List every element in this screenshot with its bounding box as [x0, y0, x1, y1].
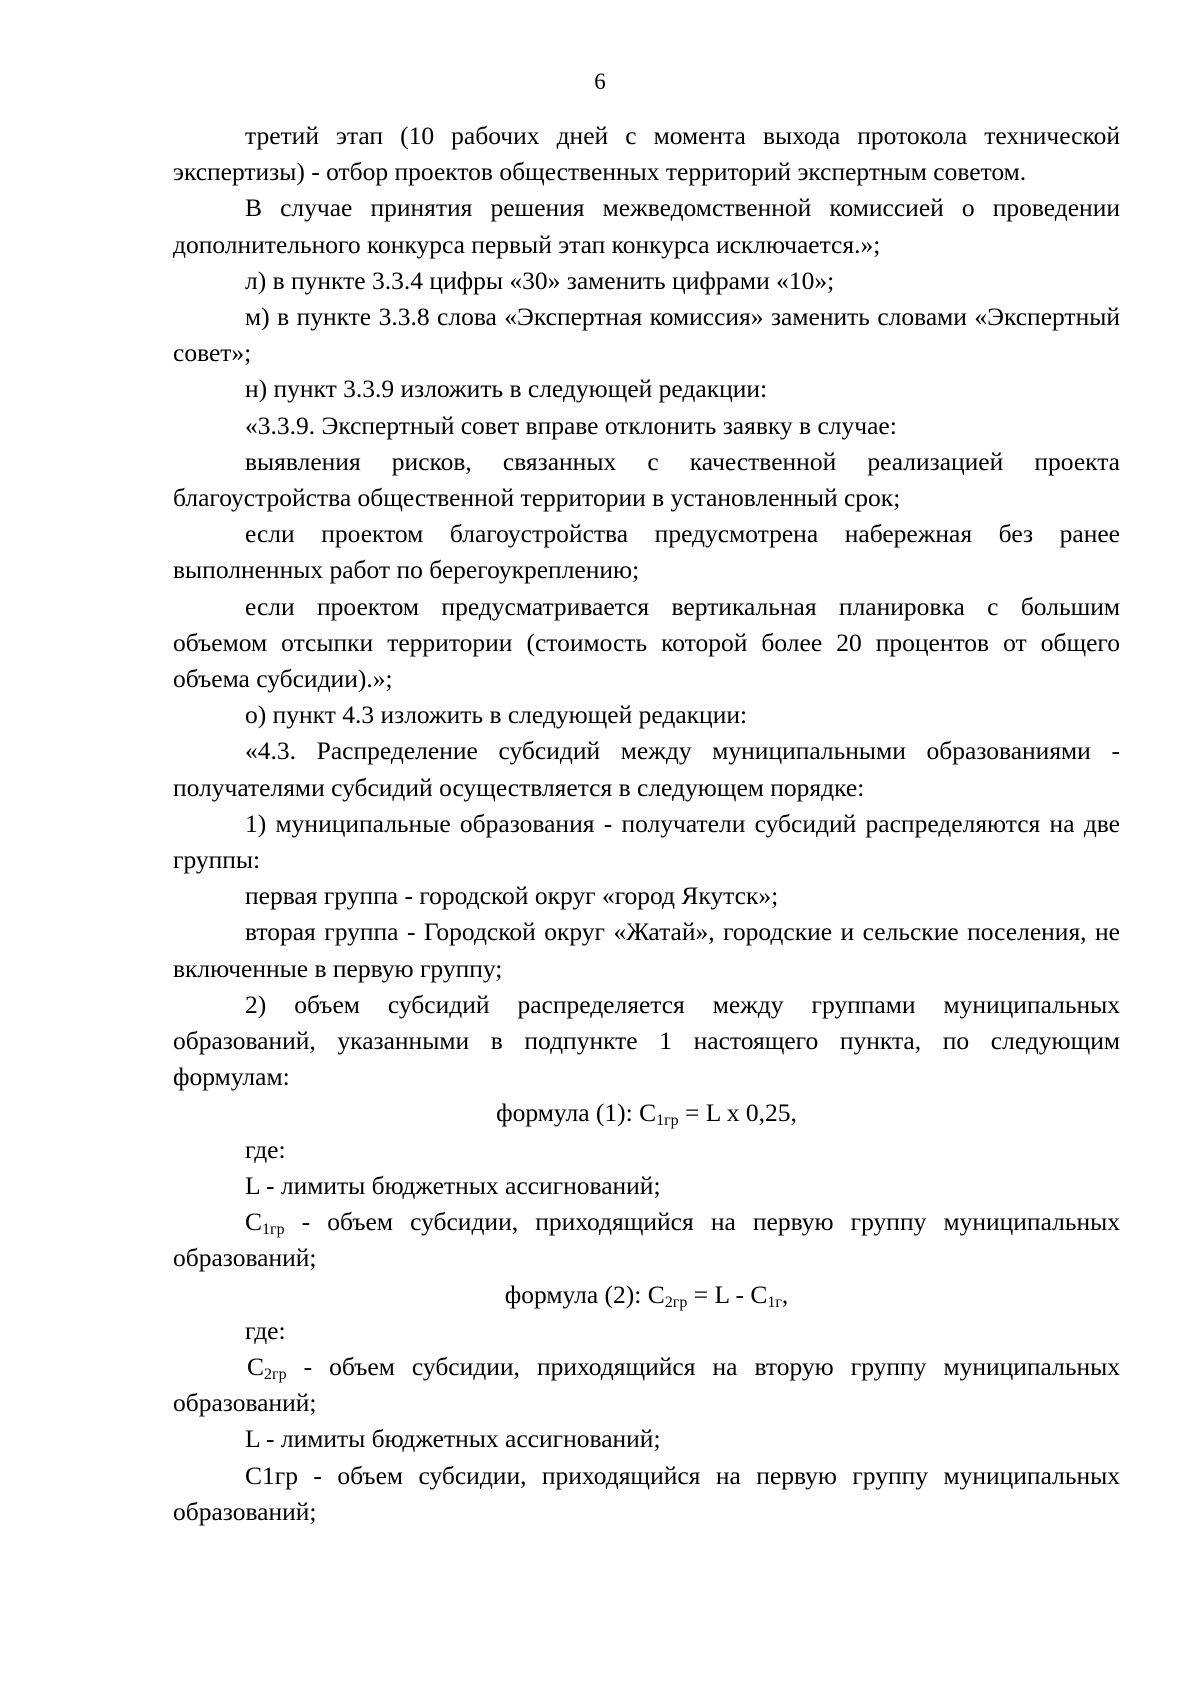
paragraph: третий этап (10 рабочих дней с момента выхода протокола технической экспертизы) - отбор проектов общественных территорий экспертным советом.	[173, 121, 1120, 187]
formula-2-subscript-2: 1г	[767, 1293, 782, 1311]
paragraph: выявления рисков, связанных с качественной реализацией проекта благоустройства общественной территории в установленный срок;	[173, 446, 1120, 513]
formula-2-middle: = L - C	[687, 1279, 768, 1309]
formula-1-suffix: = L х 0,25,	[678, 1098, 797, 1128]
paragraph: C1гр - объем субсидии, приходящийся на первую группу муниципальных образований;	[173, 1460, 1120, 1526]
paragraph: н) пункт 3.3.9 изложить в следующей редакции:	[245, 374, 768, 404]
paragraph-c1-definition	[173, 1204, 1120, 1276]
paragraph: L - лимиты бюджетных ассигнований;	[245, 1424, 661, 1454]
paragraph: если проектом предусматривается вертикальная планировка с большим объемом отсыпки территории (стоимость которой более 20 процентов от общего объема субсидии).»;	[173, 591, 1120, 694]
formula-2-subscript-1: 2гр	[664, 1293, 688, 1311]
paragraph: L - лимиты бюджетных ассигнований;	[245, 1170, 661, 1200]
paragraph: где:	[245, 1134, 286, 1164]
c1-subscript: 1гр	[262, 1221, 285, 1239]
paragraph-rest: - объем субсидии, приходящийся на первую группу муниципальных образований;	[173, 1207, 1120, 1273]
paragraph: 1) муниципальные образования - получатели субсидий распределяются на две группы:	[173, 808, 1120, 875]
paragraph-rest: - объем субсидии, приходящийся на вторую группу муниципальных образований;	[173, 1351, 1120, 1418]
paragraph: «3.3.9. Экспертный совет вправе отклонить заявку в случае:	[245, 410, 897, 440]
c2-subscript: 2гр	[264, 1365, 287, 1383]
formula-1-prefix: формула (1): C	[496, 1098, 657, 1128]
page-number: 6	[594, 69, 606, 94]
paragraph: о) пункт 4.3 изложить в следующей редакции:	[245, 700, 748, 730]
formula-2	[173, 1277, 1120, 1313]
paragraph-c2-definition	[173, 1349, 1120, 1421]
paragraph: вторая группа - Городской округ «Жатай», городские и сельские поселения, не включенные в первую группу;	[173, 917, 1120, 983]
paragraph: м) в пункте 3.3.8 слова «Экспертная комиссия» заменить словами «Экспертный совет»;	[173, 302, 1120, 368]
formula-1	[173, 1095, 1120, 1131]
formula-2-suffix: ,	[781, 1279, 789, 1309]
formula-2-prefix: формула (2): C	[504, 1279, 665, 1309]
paragraph: где:	[245, 1315, 286, 1345]
document-body	[173, 118, 1120, 1530]
paragraph: В случае принятия решения межведомственной комиссией о проведении дополнительного конкурса первый этап конкурса исключается.»;	[173, 193, 1120, 259]
paragraph: «4.3. Распределение субсидий между муниципальными образованиями - получателями субсидий осуществляется в следующем порядке:	[173, 736, 1120, 802]
paragraph: первая группа - городской округ «город Якутск»;	[245, 881, 779, 911]
c-letter: C	[247, 1351, 265, 1381]
formula-1-subscript: 1гр	[656, 1112, 679, 1130]
paragraph: если проектом благоустройства предусмотрена набережная без ранее выполненных работ по берегоукреплению;	[173, 519, 1120, 585]
paragraph: л) в пункте 3.3.4 цифры «30» заменить цифрами «10»;	[245, 265, 835, 295]
paragraph: 2) объем субсидий распределяется между группами муниципальных образований, указанными в подпункте 1 настоящего пункта, по следующим формулам:	[173, 989, 1120, 1092]
c-letter: C	[245, 1207, 263, 1237]
